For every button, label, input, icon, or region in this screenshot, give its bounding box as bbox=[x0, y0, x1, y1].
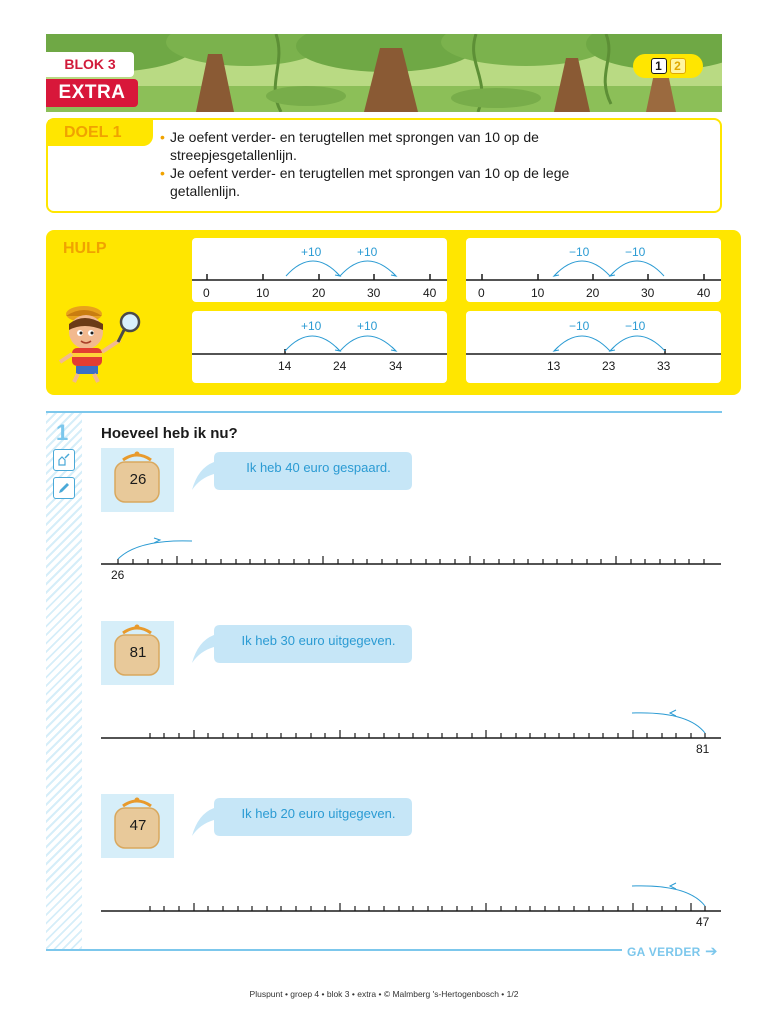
jungle-illustration bbox=[46, 34, 722, 112]
start-label: 26 bbox=[111, 568, 125, 582]
jump-label: −10 bbox=[625, 319, 646, 333]
help-card-1 bbox=[192, 238, 447, 302]
tick-label: 23 bbox=[602, 359, 616, 373]
boy-with-magnifier-icon bbox=[54, 300, 150, 384]
number-line-2[interactable] bbox=[98, 709, 724, 759]
jungle-banner bbox=[46, 34, 722, 112]
purse-card bbox=[101, 794, 174, 858]
help-card-4 bbox=[466, 311, 721, 383]
speech-bubble bbox=[190, 448, 412, 494]
goal-item-2 bbox=[160, 164, 660, 200]
pencil-icon bbox=[53, 477, 75, 499]
tick-label: 24 bbox=[333, 359, 347, 373]
exercise-number: 1 bbox=[56, 420, 69, 445]
purse-value: 47 bbox=[129, 817, 147, 834]
section-divider bbox=[46, 411, 722, 413]
number-line-3[interactable] bbox=[98, 882, 724, 932]
goal-item-1 bbox=[160, 128, 660, 164]
tick-label: 40 bbox=[697, 286, 711, 300]
start-label: 81 bbox=[696, 742, 710, 756]
level-indicator bbox=[633, 54, 703, 78]
purse-card bbox=[101, 621, 174, 685]
tick-label: 40 bbox=[423, 286, 437, 300]
arrow-right-icon[interactable]: ➔ bbox=[705, 943, 718, 960]
tick-label: 30 bbox=[367, 286, 381, 300]
continue-link[interactable]: GA VERDER bbox=[627, 945, 701, 959]
jump-label: +10 bbox=[357, 245, 378, 259]
tick-label: 33 bbox=[657, 359, 671, 373]
tick-label: 13 bbox=[547, 359, 561, 373]
tick-label: 10 bbox=[531, 286, 545, 300]
level-1-badge: 1 bbox=[651, 58, 667, 74]
goal-item-2-line-1: Je oefent verder- en terugtellen met sprongen van 10 op de lege bbox=[170, 165, 570, 181]
start-label: 47 bbox=[696, 915, 710, 929]
help-card-2 bbox=[466, 238, 721, 302]
tick-label: 0 bbox=[203, 286, 210, 300]
speech-text: Ik heb 40 euro gespaard. bbox=[246, 460, 391, 475]
tick-label: 0 bbox=[478, 286, 485, 300]
speech-bubble bbox=[190, 794, 412, 840]
jump-label: −10 bbox=[569, 245, 590, 259]
jump-label: −10 bbox=[569, 319, 590, 333]
tick-label: 20 bbox=[586, 286, 600, 300]
speech-bubble bbox=[190, 621, 412, 667]
tick-label: 14 bbox=[278, 359, 292, 373]
goal-tag: DOEL 1 bbox=[48, 120, 153, 146]
jump-label: −10 bbox=[625, 245, 646, 259]
tick-label: 30 bbox=[641, 286, 655, 300]
goal-bullet: • bbox=[160, 129, 165, 145]
jump-label: +10 bbox=[357, 319, 378, 333]
level-2-badge: 2 bbox=[670, 58, 686, 74]
tick-label: 10 bbox=[256, 286, 270, 300]
purse-value: 81 bbox=[129, 644, 147, 661]
exercise-question: Hoeveel heb ik nu? bbox=[101, 425, 238, 442]
purse-value: 26 bbox=[129, 471, 147, 488]
speech-text: Ik heb 30 euro uitgegeven. bbox=[241, 633, 396, 648]
help-tag: HULP bbox=[63, 240, 107, 257]
goal-item-2-line-2: getallenlijn. bbox=[170, 183, 241, 199]
goal-item-1-line-2: streepjesgetallenlijn. bbox=[170, 147, 297, 163]
section-divider bbox=[46, 949, 622, 951]
speech-text: Ik heb 20 euro uitgegeven. bbox=[241, 806, 396, 821]
number-line-1[interactable] bbox=[98, 535, 724, 585]
goal-bullet: • bbox=[160, 165, 165, 181]
jump-label: +10 bbox=[301, 319, 322, 333]
hand-writing-icon bbox=[53, 449, 75, 471]
tick-label: 20 bbox=[312, 286, 326, 300]
purse-card bbox=[101, 448, 174, 512]
jump-label: +10 bbox=[301, 245, 322, 259]
extra-label: EXTRA bbox=[46, 79, 138, 107]
goal-item-1-line-1: Je oefent verder- en terugtellen met sprongen van 10 op de bbox=[170, 129, 539, 145]
tick-label: 34 bbox=[389, 359, 403, 373]
help-card-3 bbox=[192, 311, 447, 383]
blok-label: BLOK 3 bbox=[46, 52, 134, 77]
footer-credit: Pluspunt • groep 4 • blok 3 • extra • © Malmberg 's-Hertogenbosch • 1/2 bbox=[249, 989, 519, 999]
